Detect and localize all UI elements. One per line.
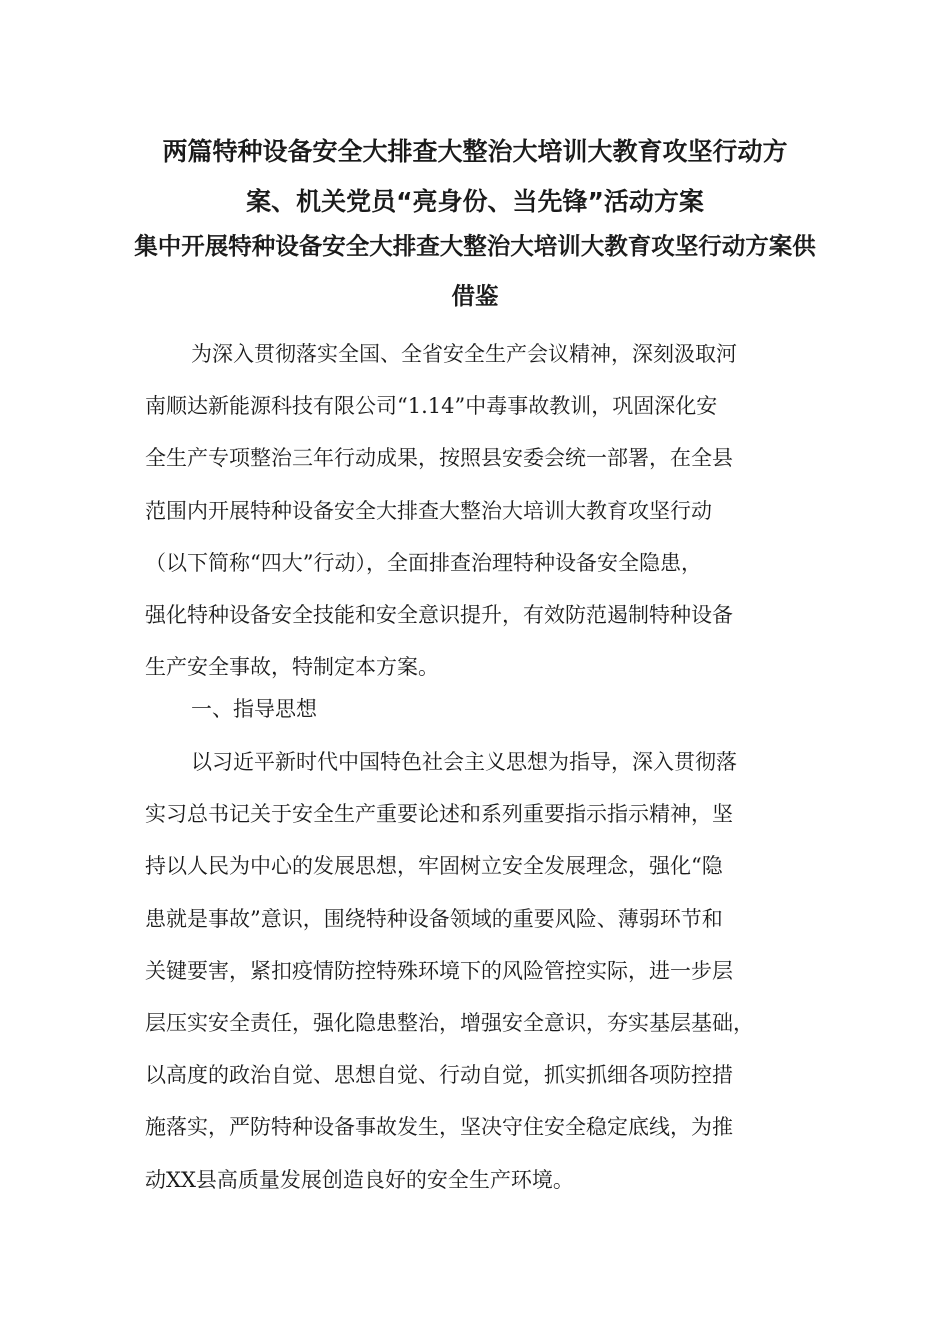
document-subtitle <box>120 221 830 321</box>
paragraph-line: 层压实安全责任，强化隐患整治，增强安全意识，夯实基层基础， <box>145 1011 754 1036</box>
title-line: 案、机关党员“亮身份、当先锋”活动方案 <box>246 187 704 216</box>
paragraph-line: 全生产专项整治三年行动成果，按照县安委会统一部署，在全县 <box>145 446 733 471</box>
paragraph-line: 以习近平新时代中国特色社会主义思想为指导，深入贯彻落 <box>191 750 737 774</box>
document-title <box>120 127 830 227</box>
section-heading <box>145 683 810 735</box>
guiding-thought-paragraph <box>145 736 810 1206</box>
paragraph-line: 强化特种设备安全技能和安全意识提升，有效防范遏制特种设备 <box>145 603 733 628</box>
subtitle-line: 集中开展特种设备安全大排查大整治大培训大教育攻坚行动方案供 <box>134 232 816 260</box>
paragraph-line: 施落实，严防特种设备事故发生，坚决守住安全稳定底线，为推 <box>145 1115 733 1140</box>
paragraph-line: 范围内开展特种设备安全大排查大整治大培训大教育攻坚行动 <box>145 498 712 523</box>
paragraph-line: 动XX县高质量发展创造良好的安全生产环境。 <box>145 1167 574 1192</box>
title-line: 两篇特种设备安全大排查大整治大培训大教育攻坚行动方 <box>162 137 788 166</box>
paragraph-line: 南顺达新能源科技有限公司“1.14”中毒事故教训，巩固深化安 <box>145 394 718 419</box>
section-heading-text: 一、指导思想 <box>191 697 317 721</box>
paragraph-line: （以下简称“四大”行动），全面排查治理特种设备安全隐患， <box>145 550 702 575</box>
paragraph-line: 持以人民为中心的发展思想，牢固树立安全发展理念，强化“隐 <box>145 854 723 879</box>
intro-paragraph <box>145 328 810 693</box>
paragraph-line: 以高度的政治自觉、思想自觉、行动自觉，抓实抓细各项防控措 <box>145 1063 733 1088</box>
paragraph-line: 实习总书记关于安全生产重要论述和系列重要指示指示精神，坚 <box>145 802 733 827</box>
paragraph-line: 关键要害，紧扣疫情防控特殊环境下的风险管控实际，进一步层 <box>145 958 733 983</box>
paragraph-line: 患就是事故”意识，围绕特种设备领域的重要风险、薄弱环节和 <box>145 906 723 931</box>
paragraph-line: 为深入贯彻落实全国、全省安全生产会议精神，深刻汲取河 <box>191 342 737 366</box>
subtitle-line: 借鉴 <box>451 282 499 310</box>
paragraph-line: 生产安全事故，特制定本方案。 <box>145 655 439 680</box>
